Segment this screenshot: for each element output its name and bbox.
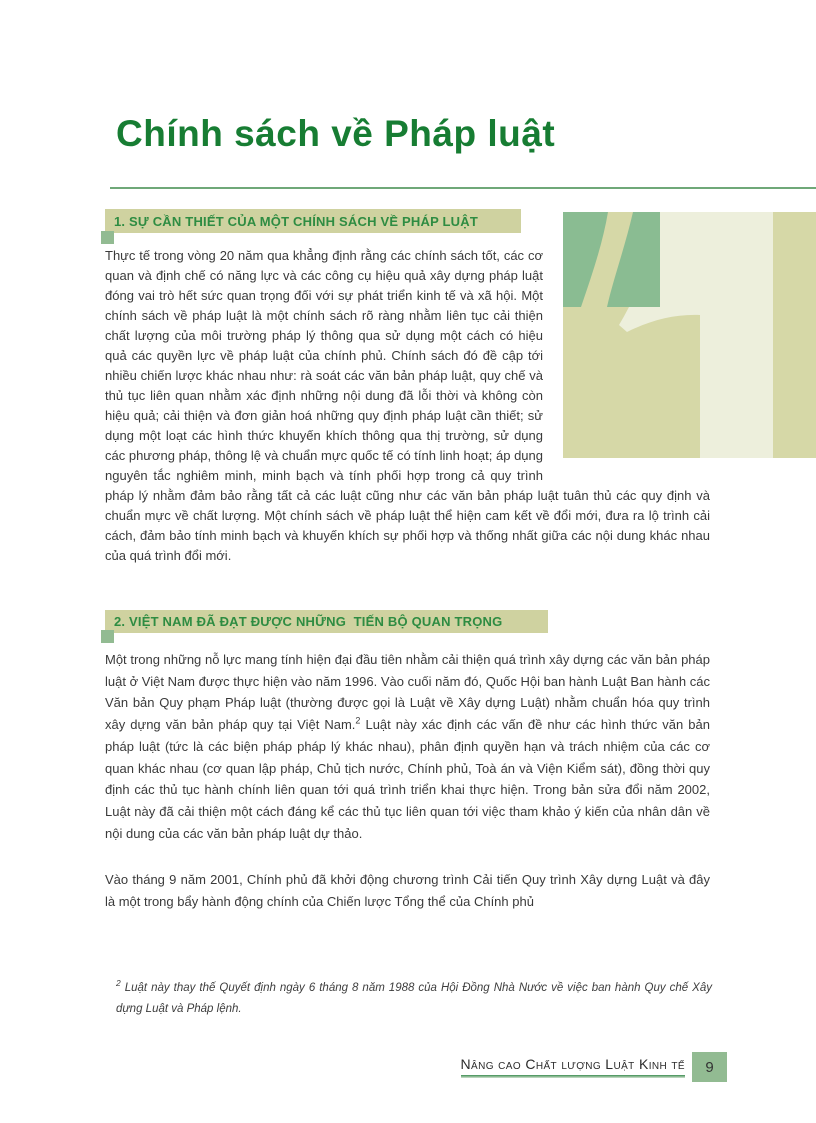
paragraph-text-before-footnote-ref: Một trong những nỗ lực mang tính hiện đại đầu tiên nhằm cải thiện quá trình xây dựng các văn bản pháp luật ở Việt Nam được thực hiện vào năm 1996. Vào cuối năm đó, Quốc Hội ban hành Luật Ban hành các Văn bản Quy phạm Pháp luật (thường được gọi là Luật về Xây dựng Luật) nhằm chuẩn hóa quy trình xây dựng văn bản pháp quy tại Việt Nam. <box>105 652 710 733</box>
section-2-paragraph-2 <box>105 869 710 912</box>
page-title: Chính sách về Pháp luật <box>116 113 556 154</box>
paragraph-text-after-footnote-ref: Luật này xác định các vấn đề như các hình thức văn bản pháp luật (tức là các biện pháp pháp lý khác nhau), phân định quyền hạn và trách nhiệm của các cơ quan khác nhau (cơ quan lập pháp, Chủ tịch nước, Chính phủ, Toà án và Viện Kiểm sát), đồng thời quy định các thủ tục hành chính liên quan tới quá trình triển khai thực hiện. Trong bản sửa đổi năm 2002, Luật này đã cải thiện một cách đáng kể các thủ tục liên quan tới việc tham khảo ý kiến của nhân dân về nội dung của các văn bản pháp luật dự thảo. <box>105 717 710 841</box>
section-1-paragraph <box>105 246 710 566</box>
page-footer <box>461 1052 728 1082</box>
section-2-heading: 2. VIỆT NAM ĐÃ ĐẠT ĐƯỢC NHỮNG TIẾN BỘ QUAN TRỌNG <box>114 614 503 629</box>
page-number-badge <box>692 1052 727 1082</box>
footnote <box>116 978 712 1019</box>
footer-book-title: Nâng cao Chất lượng Luật Kinh tế <box>460 1056 685 1072</box>
section-1-paragraph-text: Thực tế trong vòng 20 năm qua khẳng định rằng các chính sách tốt, các cơ quan và định chế có năng lực và các công cụ hiệu quả xây dựng pháp luật đóng vai trò hết sức quan trọng đối với sự phát triển kinh tế và xã hội. Một chính sách về pháp luật là một chính sách rõ ràng nhằm liên tục cải thiện chất lượng của môi trường pháp lý thông qua sử dụng một cách có hiệu quả các quyền lực về pháp luật của chính phủ. Chính sách đó đề cập tới nhiều chiến lược khác nhau như: rà soát các văn bản pháp luật, quy chế và thủ tục liên quan nhằm xác định những nội dung đã lỗi thời và không còn hiệu quả; cải thiện và đơn giản hoá những quy định pháp luật cần thiết; sử dụng một loạt các hình thức khuyến khích thông qua thị trường, sử dụng các phương pháp, thông lệ và chuẩn mực quốc tế có tính linh hoạt; áp dụng nguyên tắc nghiêm minh, minh bạch và tính phối hợp trong cả quy trình pháp lý nhằm đảm bảo rằng tất cả các luật cũng như các văn bản pháp luật tuân thủ các quy định và chuẩn mực về chất lượng. Một chính sách về pháp luật thể hiện cam kết về đổi mới, đưa ra lộ trình cải cách, đảm bảo tính minh bạch và khuyến khích sự phối hợp và thống nhất giữa các nội dung khác nhau của quá trình đổi mới. <box>105 248 710 563</box>
section-1-bullet-square <box>101 231 114 244</box>
page-number: 9 <box>705 1058 714 1076</box>
footnote-reference: 2 <box>355 715 361 726</box>
footnote-marker: 2 <box>116 978 121 989</box>
section-1-heading-bar <box>105 209 521 233</box>
footer-title-wrap <box>461 1056 686 1078</box>
section-2-paragraph-2-text: Vào tháng 9 năm 2001, Chính phủ đã khởi động chương trình Cải tiến Quy trình Xây dựng Luật và đây là một trong bẩy hành động chính của Chiến lược Tổng thể của Chính phủ <box>105 872 710 909</box>
footnote-text: Luật này thay thế Quyết định ngày 6 tháng 8 năm 1988 của Hội Đồng Nhà Nước về việc ban hành Quy chế Xây dựng Luật và Pháp lệnh. <box>116 982 712 1015</box>
title-rule <box>110 187 816 189</box>
footer-underline <box>461 1075 686 1078</box>
section-2-heading-bar <box>105 610 548 633</box>
section-1-heading: 1. SỰ CẦN THIẾT CỦA MỘT CHÍNH SÁCH VỀ PHÁP LUẬT <box>114 213 478 229</box>
text-wrap-spacer <box>543 246 710 484</box>
section-2-bullet-square <box>101 630 114 643</box>
section-2-paragraph-1 <box>105 649 710 844</box>
